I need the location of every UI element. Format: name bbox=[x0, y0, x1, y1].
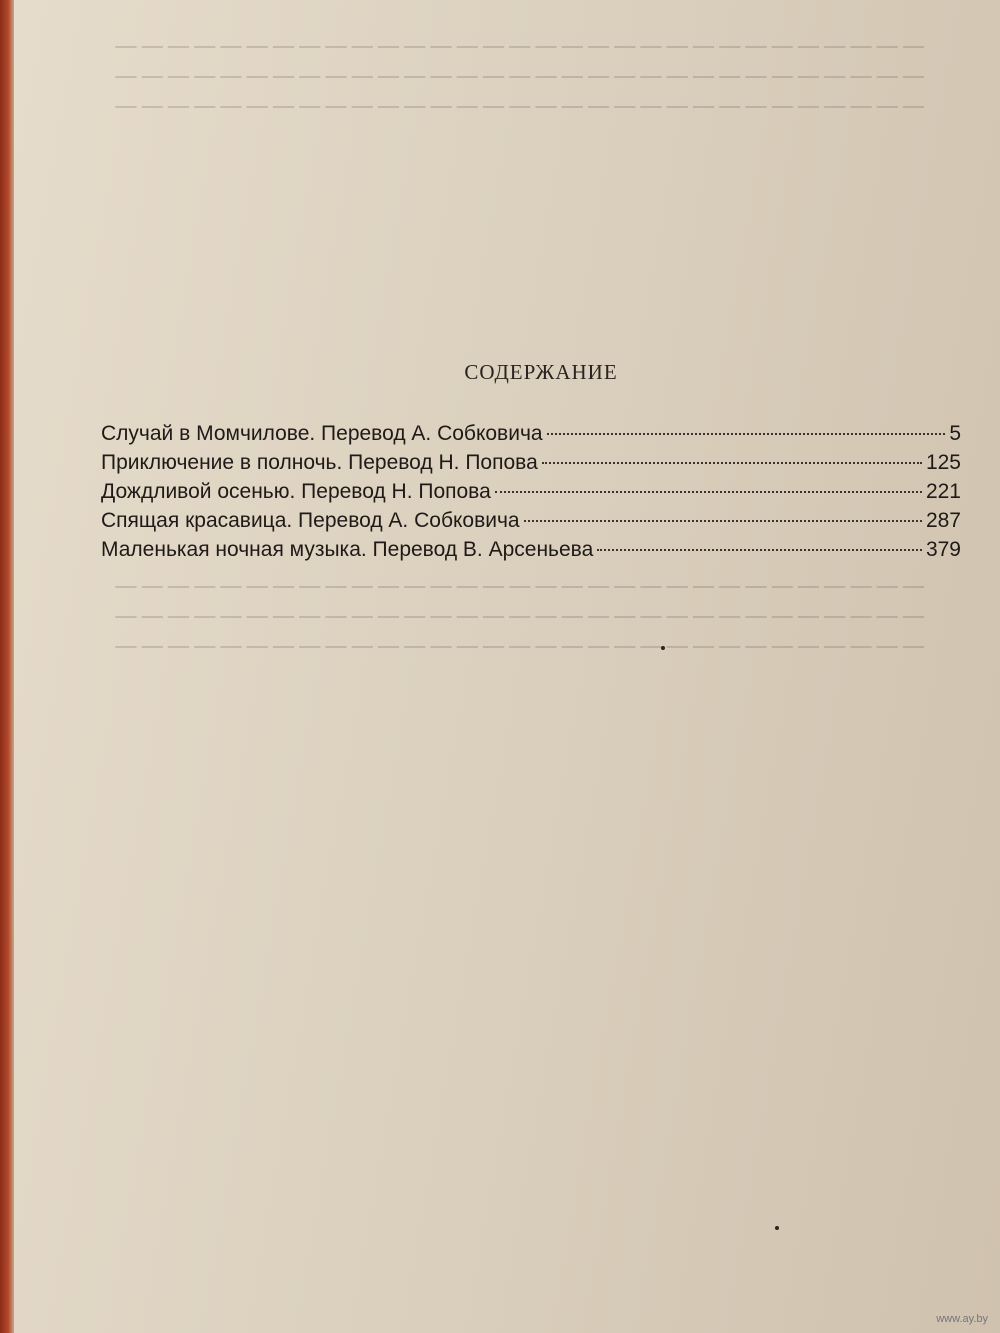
book-cover-edge bbox=[0, 0, 14, 1333]
toc-entry-title: Случай в Момчилове. Перевод А. Собковича bbox=[101, 422, 543, 445]
toc-entry-title: Спящая красавица. Перевод А. Собковича bbox=[101, 509, 520, 532]
show-through-text-top: — — — — — — — — — — — — — — — — — — — — — — — — — — — — — — — — — — — — — — — — — — — — — — — — — — — — — — — — — — — — — — — — — — — — — — — — — — — — — — — — — — — — — — — — — — — — — bbox=[115, 33, 924, 117]
book-page bbox=[14, 0, 1000, 1333]
toc-entry-page: 221 bbox=[925, 480, 961, 503]
toc-entry-page: 5 bbox=[949, 422, 961, 445]
toc-leader-dots bbox=[542, 462, 922, 464]
toc-entry bbox=[101, 419, 961, 448]
site-watermark: www.ay.by bbox=[936, 1313, 988, 1325]
show-through-text-bottom: — — — — — — — — — — — — — — — — — — — — — — — — — — — — — — — — — — — — — — — — — — — — — — — — — — — — — — — — — — — — — — — — — — — — — — — — — — — — — — — — — — — — — — — — — — — — — bbox=[115, 573, 924, 657]
toc-leader-dots bbox=[524, 520, 922, 522]
toc-entry-page: 287 bbox=[925, 509, 961, 532]
toc-leader-dots bbox=[547, 433, 946, 435]
toc-entry-title: Дождливой осенью. Перевод Н. Попова bbox=[101, 480, 491, 503]
toc-leader-dots bbox=[597, 549, 922, 551]
toc-leader-dots bbox=[495, 491, 922, 493]
toc-entry bbox=[101, 535, 961, 564]
toc-entry bbox=[101, 448, 961, 477]
toc-entry-title: Приключение в полночь. Перевод Н. Попова bbox=[101, 451, 538, 474]
toc-entry-page: 125 bbox=[925, 451, 961, 474]
toc-entry bbox=[101, 477, 961, 506]
toc-entry-title: Маленькая ночная музыка. Перевод В. Арсеньева bbox=[101, 538, 594, 561]
table-of-contents bbox=[101, 360, 961, 564]
toc-entry-page: 379 bbox=[925, 538, 961, 561]
toc-heading: СОДЕРЖАНИЕ bbox=[464, 360, 618, 384]
toc-entry bbox=[101, 506, 961, 535]
